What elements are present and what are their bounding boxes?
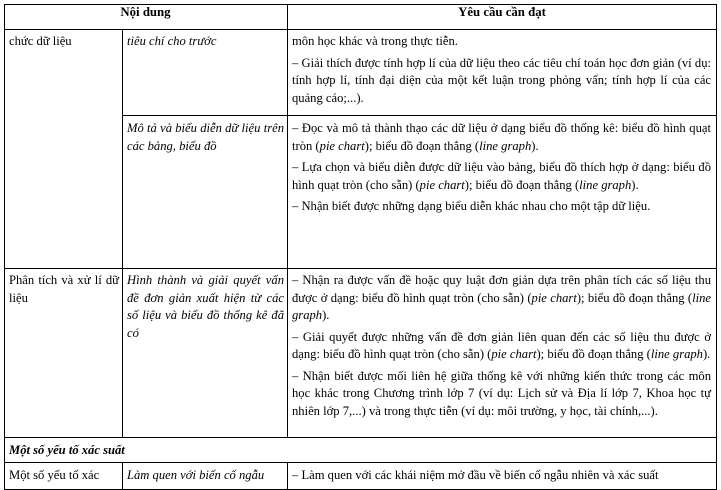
table-border-left bbox=[4, 4, 5, 490]
requirements-cell bbox=[292, 272, 711, 420]
row-divider bbox=[4, 437, 717, 438]
topic-cell: Phân tích và xử lí dữ liệu bbox=[9, 273, 119, 305]
requirement-item: – Giải quyết được những vấn đề đơn giản liên quan đến các số liệu thu được ở dạng: biểu đồ hình quạt tròn (cho sẵn) (pie chart); biểu đồ đoạn thẳng (line graph). bbox=[292, 329, 711, 361]
column-divider bbox=[122, 29, 123, 437]
table-border-right bbox=[716, 4, 717, 490]
requirements-cell bbox=[292, 120, 711, 216]
requirement-item: – Làm quen với các khái niệm mở đầu về biến cố ngẫu nhiên và xác suất bbox=[292, 468, 659, 482]
subtopic-cell: tiêu chí cho trước bbox=[127, 34, 217, 48]
topic-cell: chức dữ liệu bbox=[9, 34, 72, 48]
header-content: Nội dung bbox=[120, 5, 171, 19]
row-divider bbox=[4, 268, 717, 269]
requirement-item: – Đọc và mô tả thành thạo các dữ liệu ở dạng biểu đồ thống kê: biểu đồ hình quạt tròn (pie chart); biểu đồ đoạn thẳng (line graph). bbox=[292, 121, 711, 153]
requirement-item: – Lựa chọn và biểu diễn được dữ liệu vào bảng, biểu đồ thích hợp ở dạng: biểu đồ hình quạt tròn (cho sẵn) (pie chart); biểu đồ đoạn thẳng (line graph). bbox=[292, 160, 711, 192]
requirement-item: – Nhận biết được mối liên hệ giữa thống kê với những kiến thức trong các môn học khác trong Chương trình lớp 7 (ví dụ: Lịch sử và Địa lí lớp 7, Khoa học tự nhiên lớp 7,...) và trong thực tiễn (ví dụ: môi trường, y học, tài chính,...). bbox=[292, 368, 711, 418]
topic-cell: Một số yếu tố xác bbox=[9, 468, 100, 482]
row-divider bbox=[122, 115, 717, 116]
requirement-item: môn học khác và trong thực tiễn. bbox=[292, 34, 458, 48]
header-requirements: Yêu cầu cần đạt bbox=[458, 5, 546, 19]
column-divider bbox=[122, 462, 123, 490]
requirement-item: – Nhận biết được những dạng biểu diễn khác nhau cho một tập dữ liệu. bbox=[292, 199, 651, 213]
requirements-cell bbox=[292, 33, 711, 107]
section-heading: Một số yếu tố xác suất bbox=[9, 443, 125, 457]
row-divider bbox=[4, 462, 717, 463]
header-divider bbox=[4, 29, 717, 30]
subtopic-cell: Làm quen với biến cố ngẫu bbox=[127, 468, 265, 482]
column-divider bbox=[287, 4, 288, 437]
subtopic-cell: Mô tả và biểu diễn dữ liệu trên các bảng, biểu đồ bbox=[127, 121, 284, 153]
requirement-item: – Nhận ra được vấn đề hoặc quy luật đơn giản dựa trên phân tích các số liệu thu được ở dạng: biểu đồ hình quạt tròn (cho sẵn) (pie chart); biểu đồ đoạn thẳng (line graph). bbox=[292, 273, 711, 322]
column-divider bbox=[287, 462, 288, 490]
requirement-item: – Giải thích được tính hợp lí của dữ liệu theo các tiêu chí toán học đơn giản (ví dụ: tính hợp lí, tính đại diện của một kết luận trong phỏng vấn; tính hợp lí của các quảng cáo;...). bbox=[292, 55, 711, 105]
subtopic-cell: Hình thành và giải quyết vấn đề đơn giản xuất hiện từ các số liệu và biểu đồ thống kê đã có bbox=[127, 273, 284, 340]
